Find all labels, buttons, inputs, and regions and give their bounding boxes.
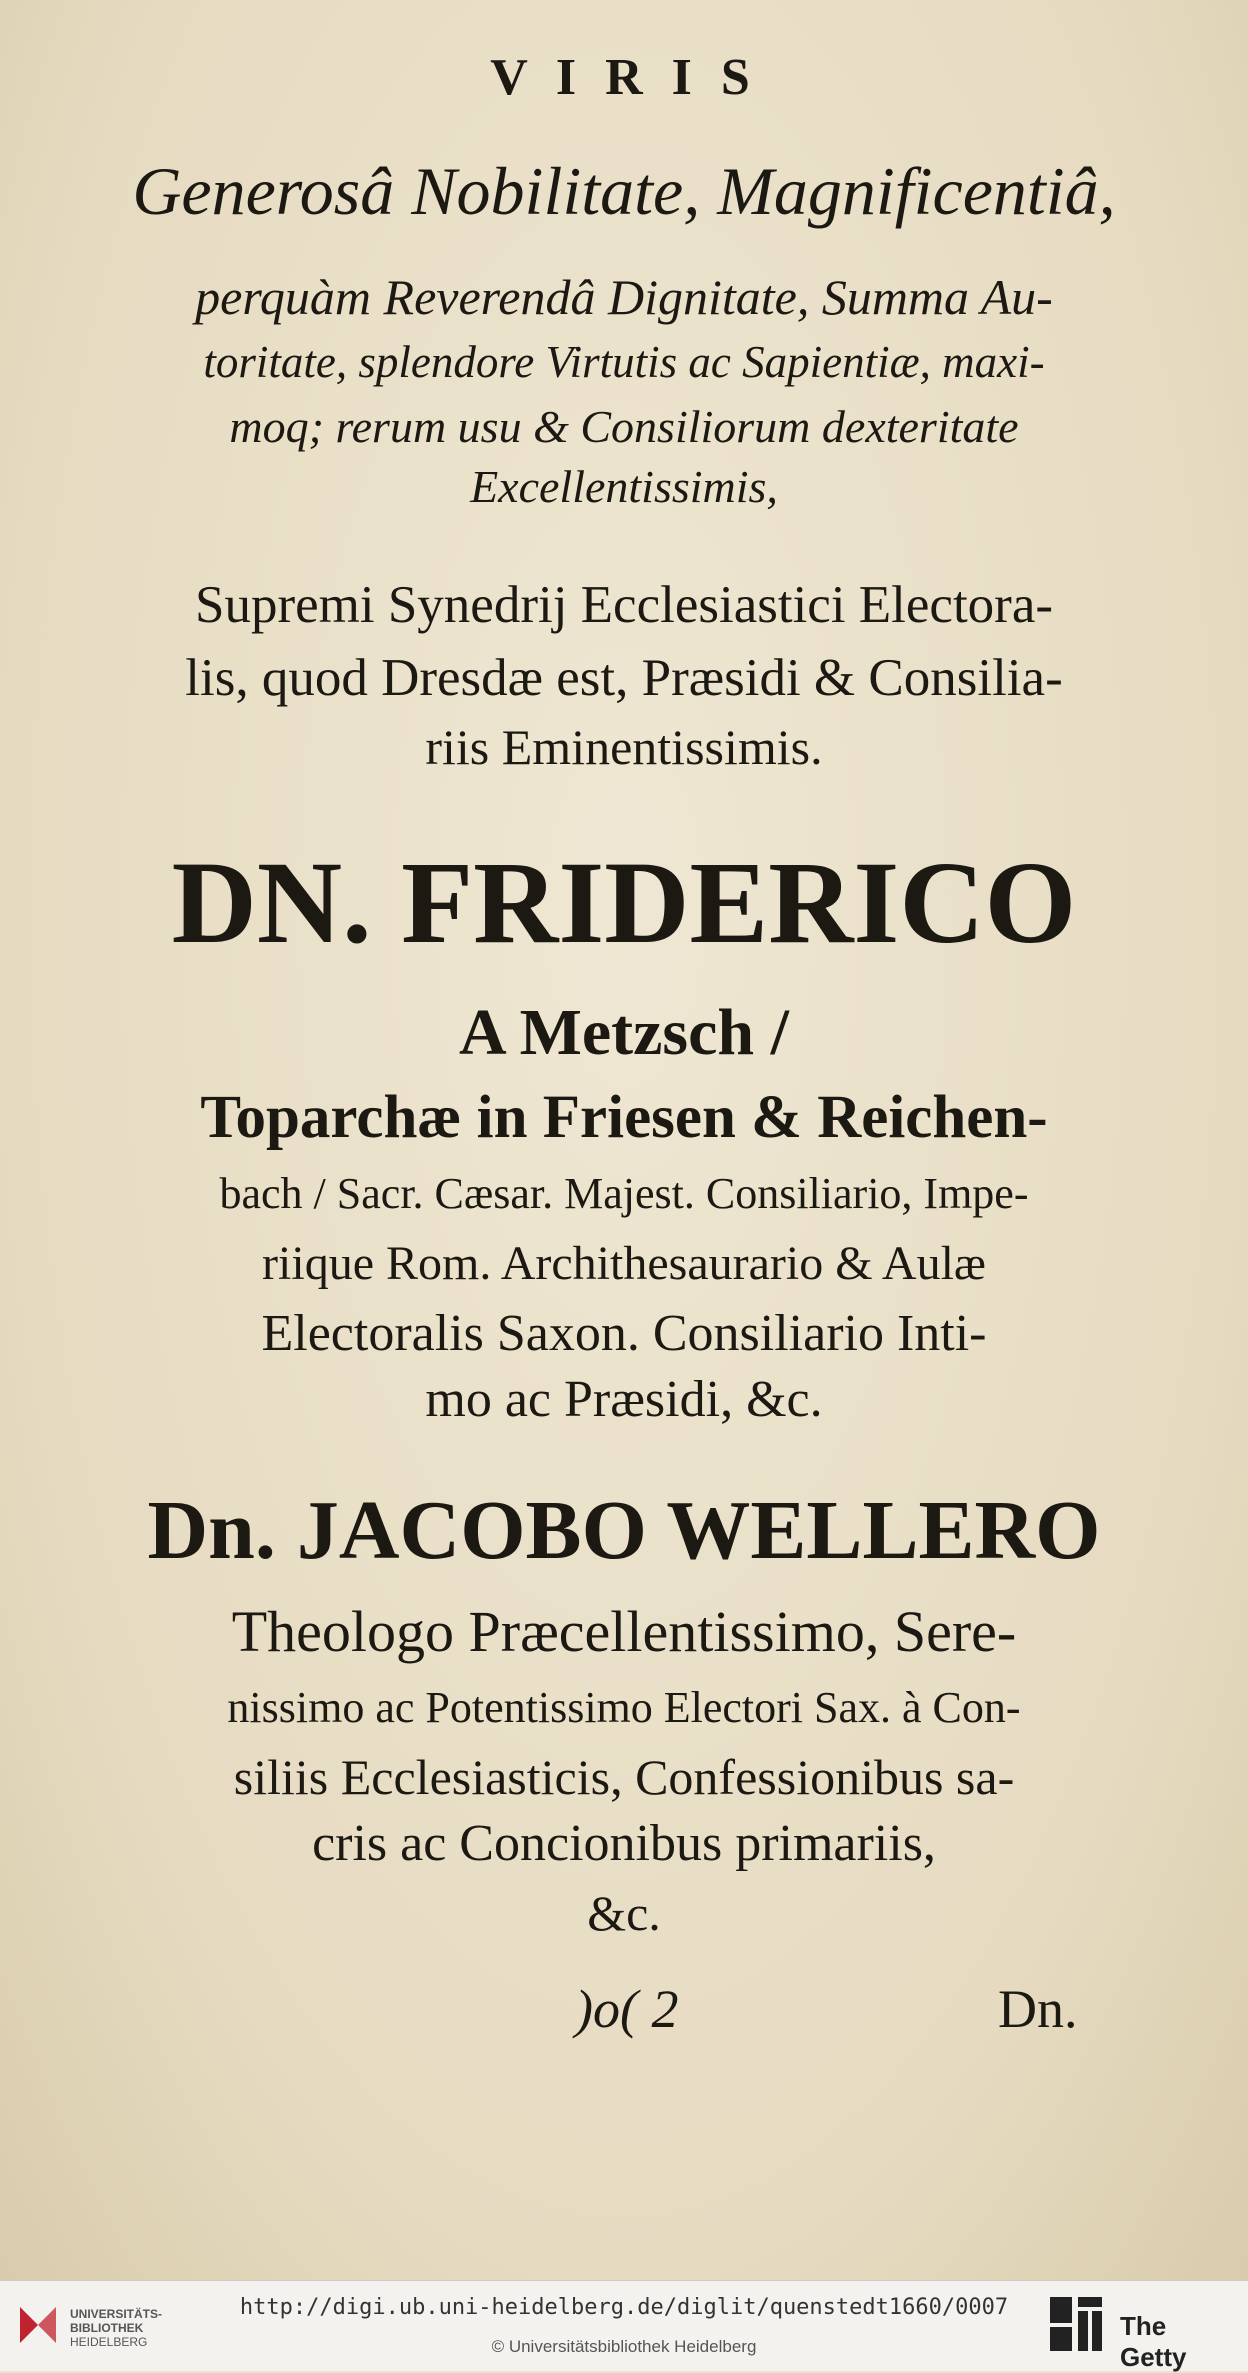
text-line: siliis Ecclesiasticis, Confessionibus sa- xyxy=(233,1749,1015,1805)
permalink-url[interactable]: http://digi.ub.uni-heidelberg.de/diglit/quenstedt1660/0007 xyxy=(239,2295,1009,2320)
text-line: riique Rom. Archithesaurario & Aulæ xyxy=(262,1237,986,1290)
logo-line-1: UNIVERSITÄTS- xyxy=(70,2307,163,2321)
text-line: lis, quod Dresdæ est, Præsidi & Consilia- xyxy=(185,649,1063,707)
logo-line-2: BIBLIOTHEK xyxy=(70,2321,144,2335)
getty-logo[interactable] xyxy=(1048,2295,1238,2372)
text-line: toritate, splendore Virtutis ac Sapientiæ, maxi- xyxy=(203,337,1045,387)
text-line: mo ac Præsidi, &c. xyxy=(425,1371,823,1428)
logo-line-3: HEIDELBERG xyxy=(70,2335,148,2349)
name-heading: Dn. JACOBO WELLERO xyxy=(147,1484,1101,1577)
getty-emblem-icon xyxy=(1048,2295,1104,2355)
catchword: Dn. xyxy=(998,1979,1078,2039)
text-line: perquàm Reverendâ Dignitate, Summa Au- xyxy=(195,269,1053,325)
dedication-header: V I R I S xyxy=(490,49,758,106)
getty-label: The Getty xyxy=(1120,2311,1187,2372)
text-line: A Metzsch / xyxy=(459,996,789,1069)
text-line: riis Eminentissimis. xyxy=(425,719,823,775)
signature-mark: )o( 2 xyxy=(575,1979,679,2039)
text-line: moq; rerum usu & Consiliorum dexteritate xyxy=(229,401,1019,452)
text-line: Theologo Præcellentissimo, Sere- xyxy=(231,1599,1017,1664)
text-line: Generosâ Nobilitate, Magnificentiâ, xyxy=(132,153,1116,229)
text-line: Electoralis Saxon. Consiliario Inti- xyxy=(261,1305,987,1362)
viewer-footer xyxy=(0,2280,1248,2371)
text-line: &c. xyxy=(587,1885,661,1941)
text-line: cris ac Concionibus primariis, xyxy=(312,1815,936,1872)
copyright-text: © Universitätsbibliothek Heidelberg xyxy=(491,2337,757,2356)
text-line: Excellentissimis, xyxy=(470,461,778,512)
text-line: bach / Sacr. Cæsar. Majest. Consiliario, Impe- xyxy=(219,1169,1029,1218)
name-heading: DN. FRIDERICO xyxy=(171,837,1077,968)
text-line: Toparchæ in Friesen & Reichen- xyxy=(200,1084,1048,1151)
text-line: nissimo ac Potentissimo Electori Sax. à Con- xyxy=(227,1683,1021,1732)
text-line: Supremi Synedrij Ecclesiastici Electora- xyxy=(194,576,1053,634)
